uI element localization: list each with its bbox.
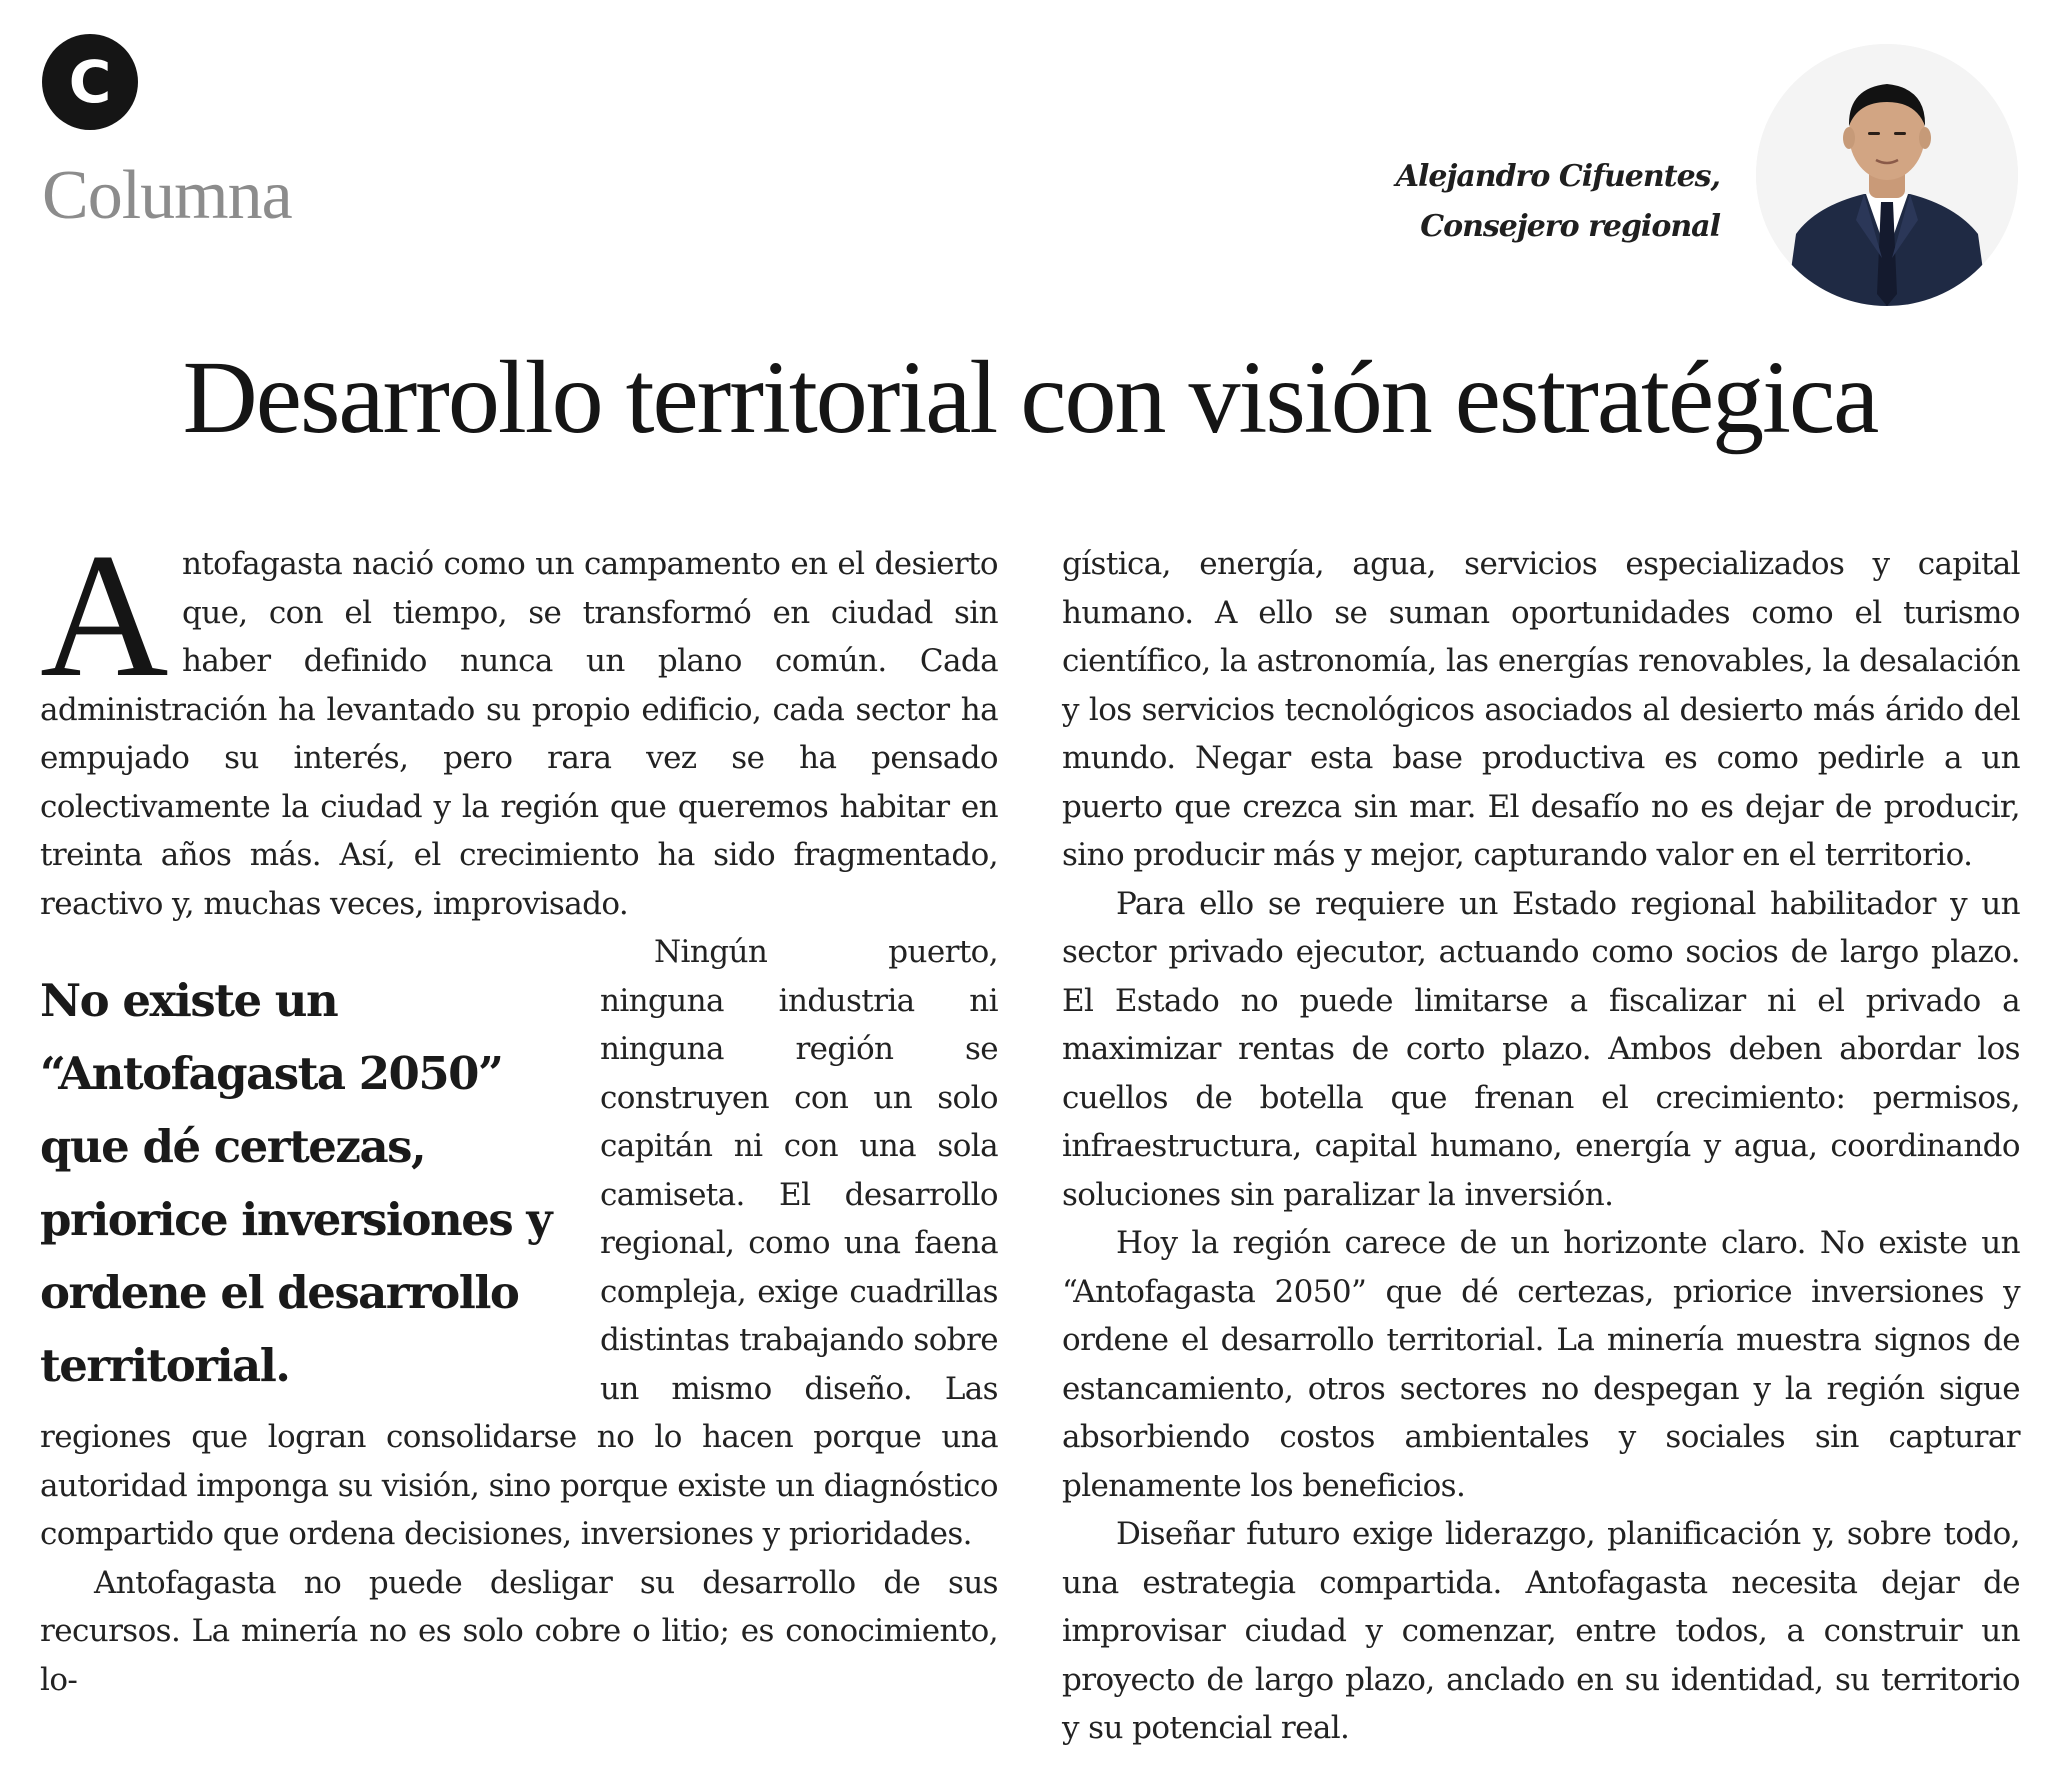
column-right xyxy=(1062,540,2020,1753)
drop-cap: A xyxy=(40,516,168,714)
paragraph-6: Diseñar futuro exige liderazgo, planificación y, sobre todo, una estrategia compartida. Antofagasta necesita dejar de improvisar ciudad y comenzar, entre todos, a construir un proyecto de largo plazo, anclado en su identidad, su territorio y su potencial real. xyxy=(1062,1516,2020,1746)
author-portrait-icon xyxy=(1756,44,2018,306)
paragraph-2: Ningún puerto, ninguna industria ni ninguna región se construyen con un solo capitán ni con una sola camiseta. El desarrollo regional, como una faena compleja, exige cuadrillas distintas trabajando sobre un mismo diseño. Las regiones que logran consolidarse no lo hacen porque una autoridad imponga su visión, sino porque existe un diagnóstico compartido que ordena decisiones, inversiones y prioridades. xyxy=(40,934,998,1552)
paragraph-1-text: ntofagasta nació como un campamento en el desierto que, con el tiempo, se transformó en ciudad sin haber definido nunca un plano común. Cada administración ha levantado su propio edificio, cada sector ha empujado su interés, pero rara vez se ha pensado colectivamente la ciudad y la región que queremos habitar en treinta años más. Así, el crecimiento ha sido fragmentado, reactivo y, muchas veces, improvisado. xyxy=(40,546,998,922)
paragraph-3: Antofagasta no puede desligar su desarrollo de sus recursos. La minería no es solo cobre o litio; es conocimiento, lo- xyxy=(40,1564,998,1698)
column-badge: C xyxy=(42,34,138,130)
paragraph-5: Hoy la región carece de un horizonte claro. No existe un “Antofagasta 2050” que dé certezas, priorice inversiones y ordene el desarrollo territorial. La minería muestra signos de estancamiento, otros sectores no despegan y la región sigue absorbiendo costos ambientales y sociales sin capturar plenamente los beneficios. xyxy=(1062,1225,2020,1504)
author-name: Alejandro Cifuentes, xyxy=(1395,159,1720,194)
pull-quote: No existe un “Antofagasta 2050” que dé certezas, priorice inversiones y ordene el desarrollo territorial. xyxy=(40,974,552,1392)
column-left xyxy=(40,516,998,1704)
paragraph-3-continued: gística, energía, agua, servicios especializados y capital humano. A ello se suman oportunidades como el turismo científico, la astronomía, las energías renovables, la desalación y los servicios tecnológicos asociados al desierto más árido del mundo. Negar esta base productiva es como pedirle a un puerto que crezca sin mar. El desafío no es dejar de producir, sino producir más y mejor, capturando valor en el territorio. xyxy=(1062,546,2020,873)
article-headline: Desarrollo territorial con visión estratégica xyxy=(182,340,1878,455)
paragraph-4: Para ello se requiere un Estado regional habilitador y un sector privado ejecutor, actuando como socios de largo plazo. El Estado no puede limitarse a fiscalizar ni el privado a maximizar rentas de corto plazo. Ambos deben abordar los cuellos de botella que frenan el crecimiento: permisos, infraestructura, capital humano, energía y agua, coordinando soluciones sin paralizar la inversión. xyxy=(1062,885,2020,1213)
section-label: Columna xyxy=(42,157,292,234)
author-role: Consejero regional xyxy=(1420,209,1720,244)
byline xyxy=(1396,152,1720,252)
author-photo xyxy=(1756,44,2018,306)
paragraph-1 xyxy=(40,516,998,928)
